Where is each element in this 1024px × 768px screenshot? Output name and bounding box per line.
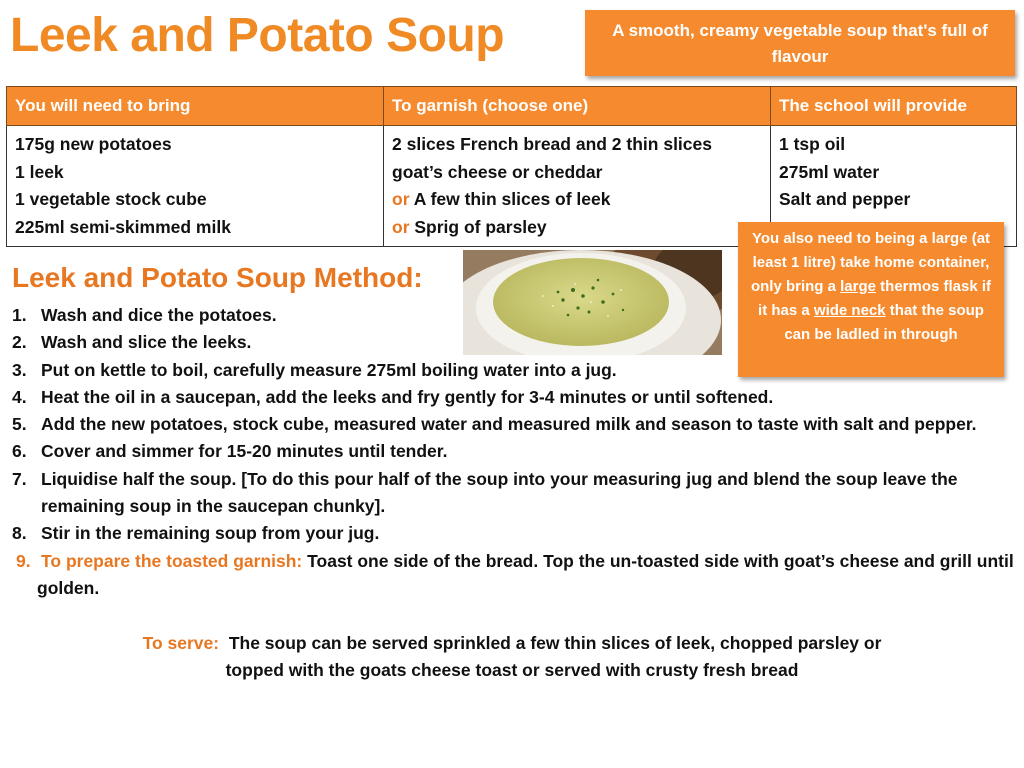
note-text: You also need to being a large (at least 1 litre) take home container, only bring a <box>750 230 991 295</box>
list-item: 225ml semi-skimmed milk <box>15 216 231 237</box>
method-steps <box>0 302 1015 602</box>
serving-label: To serve: <box>142 633 220 653</box>
method-step <box>0 520 1015 547</box>
note-emphasis-large: large <box>840 278 876 295</box>
method-step <box>0 411 1015 438</box>
serving-note <box>0 630 1024 685</box>
garnish-parsley-text: Sprig of parsley <box>414 216 547 237</box>
step-number: 5. <box>12 414 27 435</box>
step-text: Cover and simmer for 15-20 minutes until tender. <box>41 441 448 462</box>
table-header-row <box>7 87 1017 126</box>
list-item: Salt and pepper <box>779 189 911 209</box>
method-step <box>0 302 1015 329</box>
step-text: Toast one side of the bread. Top the un-toasted side with goat’s cheese and grill until golden. <box>37 550 1014 598</box>
note-text: thermos flask if it has a <box>758 278 992 319</box>
or-label: or <box>392 189 410 209</box>
serving-line-2: topped with the goats cheese toast or served with crusty fresh bread <box>225 660 799 681</box>
header-bring: You will need to bring <box>7 87 384 126</box>
step-number: 9. <box>16 550 31 571</box>
header-garnish: To garnish (choose one) <box>384 87 771 126</box>
note-emphasis-wide-neck: wide neck <box>813 302 886 319</box>
method-step <box>0 384 1015 411</box>
step-text: Add the new potatoes, stock cube, measured water and measured milk and season to taste with salt and pepper. <box>41 414 977 435</box>
garnish-option-parsley <box>392 214 762 242</box>
step-text: Wash and slice the leeks. <box>41 332 252 353</box>
page-title: Leek and Potato Soup <box>10 9 505 62</box>
step-number: 3. <box>12 359 27 380</box>
step-text: Put on kettle to boil, carefully measure 275ml boiling water into a jug. <box>41 359 617 380</box>
method-step-garnish <box>0 548 1015 603</box>
step-number: 8. <box>12 523 27 544</box>
list-item: 1 leek <box>15 161 64 182</box>
garnish-cell <box>384 126 771 247</box>
method-step <box>0 438 1015 465</box>
step-text: Heat the oil in a saucepan, add the leeks and fry gently for 3-4 minutes or until softened. <box>41 386 774 407</box>
garnish-option-bread: 2 slices French bread and 2 thin slices goat’s cheese or cheddar <box>392 134 712 182</box>
or-label: or <box>392 216 410 237</box>
method-step <box>0 357 1015 384</box>
method-title: Leek and Potato Soup Method: <box>12 262 423 293</box>
method-step <box>0 329 1015 356</box>
step-number: 2. <box>12 332 27 353</box>
list-item: 175g new potatoes <box>15 134 172 154</box>
step-text: Liquidise half the soup. [To do this pour half of the soup into your measuring jug and blend the soup leave the remaining soup in the saucepan chunky]. <box>41 468 958 517</box>
bring-cell <box>7 126 384 247</box>
step-number: 1. <box>12 305 27 325</box>
step-text: Stir in the remaining soup from your jug. <box>41 523 380 544</box>
step-number: 4. <box>12 386 27 407</box>
method-step <box>0 466 1015 521</box>
step-number: 6. <box>12 441 27 462</box>
note-text: that the soup can be ladled in through <box>784 302 984 343</box>
serving-line-1 <box>0 630 1024 657</box>
step-text: Wash and dice the potatoes. <box>41 305 277 325</box>
list-item: 1 tsp oil <box>779 134 846 154</box>
garnish-leek-text: A few thin slices of leek <box>413 189 611 209</box>
garnish-option-leek <box>392 186 762 214</box>
list-item: 1 vegetable stock cube <box>15 189 207 209</box>
serving-text: The soup can be served sprinkled a few thin slices of leek, chopped parsley or <box>228 633 882 653</box>
tagline-banner: A smooth, creamy vegetable soup that's full of flavour <box>585 10 1015 76</box>
step-number: 7. <box>12 468 27 489</box>
list-item: 275ml water <box>779 161 880 182</box>
header-provide: The school will provide <box>771 87 1017 126</box>
step-garnish-title: To prepare the toasted garnish: <box>41 550 303 571</box>
